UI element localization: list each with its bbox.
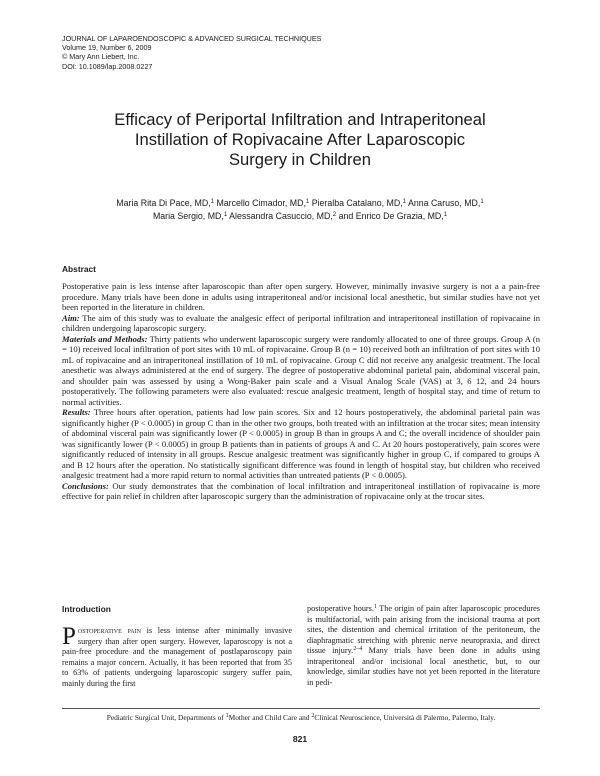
affiliation-mark: 1 [210, 199, 214, 205]
author-line-2 [60, 210, 540, 223]
journal-header [62, 34, 462, 71]
author: Anna Caruso, MD, [407, 198, 481, 208]
affiliation-mark: 1 [305, 199, 310, 205]
affiliation-mark: 1 [443, 212, 448, 218]
abstract-body [62, 281, 540, 502]
title-line: Instillation of Ropivacaine After Laparoscopic [134, 130, 466, 149]
author: Alessandra Casuccio, MD, [229, 211, 333, 221]
journal-doi: DOI: 10.1089/lap.2008.0227 [62, 61, 153, 71]
aim-label: Aim: [62, 312, 80, 323]
journal-volume: Volume 19, Number 6, 2009 [62, 43, 152, 53]
abstract-aim [62, 313, 540, 334]
affiliation-mark: 1 [225, 713, 229, 719]
author: Pieralba Catalano, MD, [311, 198, 403, 208]
abstract-intro: Postoperative pain is less intense after laparoscopic than after open surgery. However, minimally invasive surgery is not a a pain-free procedure. Many trials have been done in adults using intraperitoneal and/or incisional local anesthetic, but similar studies have not yet been reported in the literature in children. [62, 281, 540, 312]
page-number: 821 [292, 734, 308, 744]
aim-text: The aim of this study was to evaluate the analgesic effect of periportal infiltration and intraperitoneal instillation of ropivacaine in children undergoing laparoscopic surgery. [62, 312, 540, 333]
affiliation-mark: 2 [332, 212, 337, 218]
footnote-aff1: Mother and Child Care and [228, 713, 312, 722]
author-line-1 [60, 197, 540, 210]
author-list [60, 197, 540, 223]
intro-text-right-b: The origin of pain after laparoscopic procedures is multifactorial, with pain arising from the incisional trauma at port sites, the distention and chemical irritation of the peritoneum, the diaphragmatic stretching with phrenic nerve neuropraxia, and direct tissue injury. [307, 604, 540, 656]
title-line: Surgery in Children [228, 150, 372, 169]
methods-label: Materials and Methods: [62, 333, 148, 344]
citation-ref: 2–4 [353, 646, 363, 653]
introduction-heading: Introduction [62, 604, 111, 614]
abstract-heading: Abstract [62, 264, 96, 274]
footnote-prefix: Pediatric Surgical Unit, Departments of [106, 713, 226, 722]
methods-text: Thirty patients who underwent laparoscopic surgery were randomly allocated to one of three groups. Group A (n = 10) received local infiltration of port sites with 10 mL of ropivacaine. Group B (n = 10) received both an infiltration of port sites with 10 mL of ropivacaine and an intraperitoneal instillation of 10 mL of ropivacaine. Group C did not receive any analgesic treatment. The local anesthetic was always administered at the end of surgery. The degree of postoperative abdominal parietal pain, abdominal visceral pain, and shoulder pain was assessed by using a Wong-Baker pain scale and a Visual Analog Scale (VAS) at 3, 6 12, and 24 hours postoperatively. The following parameters were also evaluated: rescue analgesic treatment, length of hospital stay, and time of return to normal activities. [62, 333, 540, 407]
results-label: Results: [62, 407, 91, 417]
affiliation-mark: 2 [311, 713, 315, 719]
affiliation-mark: 1 [402, 199, 406, 205]
footnote-divider [62, 708, 540, 709]
abstract-results [62, 407, 540, 481]
footnote-aff2: Clinical Neuroscience, Università di Palermo, Palermo, Italy. [314, 713, 496, 722]
article-title [60, 110, 540, 170]
abstract-conclusions [62, 481, 540, 502]
affiliation-mark: 1 [223, 212, 228, 218]
drop-cap: P [62, 623, 76, 650]
intro-smallcaps: ostoperative pain [77, 626, 141, 635]
conclusions-text: Our study demonstrates that the combination of local infiltration and intraperitoneal instillation of ropivacaine is more effective for pain relief in children after laparoscopic surgery than the administration of ropivacaine only at the trocar sites. [62, 480, 540, 501]
introduction-column-right [307, 604, 540, 688]
author: and Enrico De Grazia, MD, [338, 211, 444, 221]
introduction-column-left [62, 623, 293, 689]
intro-text-right-c: Many trials have been done in adults using intraperitoneal and/or incisional local anesthetic, but, to our knowledge, similar studies have not yet been reported in the literature in pedi- [307, 646, 540, 687]
journal-copyright: © Mary Ann Liebert, Inc. [62, 52, 140, 62]
title-line: Efficacy of Periportal Infiltration and Intraperitoneal [114, 110, 486, 129]
author: Maria Rita Di Pace, MD, [116, 198, 211, 208]
intro-text-right-a: postoperative hours. [307, 604, 374, 613]
abstract-methods [62, 334, 540, 408]
intro-text-left: is less intense after minimally invasive surgery than after open surgery. However, laparoscopy is not a pain-free procedure and the management of postlaparoscopy pain remains a major concern. Actually, it has been reported that from 35 to 63% of patients undergoing laparoscopic surgery suffer pain, mainly during the first [62, 626, 293, 688]
author: Marcello Cimador, MD, [216, 198, 306, 208]
citation-ref: 1 [373, 604, 377, 610]
journal-name: JOURNAL OF LAPAROENDOSCOPIC & ADVANCED SURGICAL TECHNIQUES [62, 34, 322, 43]
affiliation-mark: 1 [480, 199, 484, 205]
conclusions-label: Conclusions: [62, 480, 109, 491]
results-text: Three hours after operation, patients had low pain scores. Six and 12 hours postoperatively, the abdominal parietal pain was significantly higher (P < 0.0005) in group C than in the other two groups, both treated with an infiltration at the trocar sites; mean intensity of abdominal visceral pain was significantly lower (P < 0.0005) in group B than in groups A and C; the overall incidence of shoulder pain was significantly lower (P < 0.0005) in group B patients than in patients of groups A and C. At 20 hours postoperatively, pain scores were significantly reduced of intensity in all groups. Rescue analgesic treatment was significantly higher in group C, if compared to groups A and B 12 hours after the operation. No statistically significant difference was found in length of hospital stay, but children who received analgesic treatment had a more rapid return to normal activities than untreated patients (P < 0.0005). [62, 407, 540, 480]
affiliation-footnote [62, 713, 540, 722]
author: Maria Sergio, MD, [152, 211, 224, 221]
